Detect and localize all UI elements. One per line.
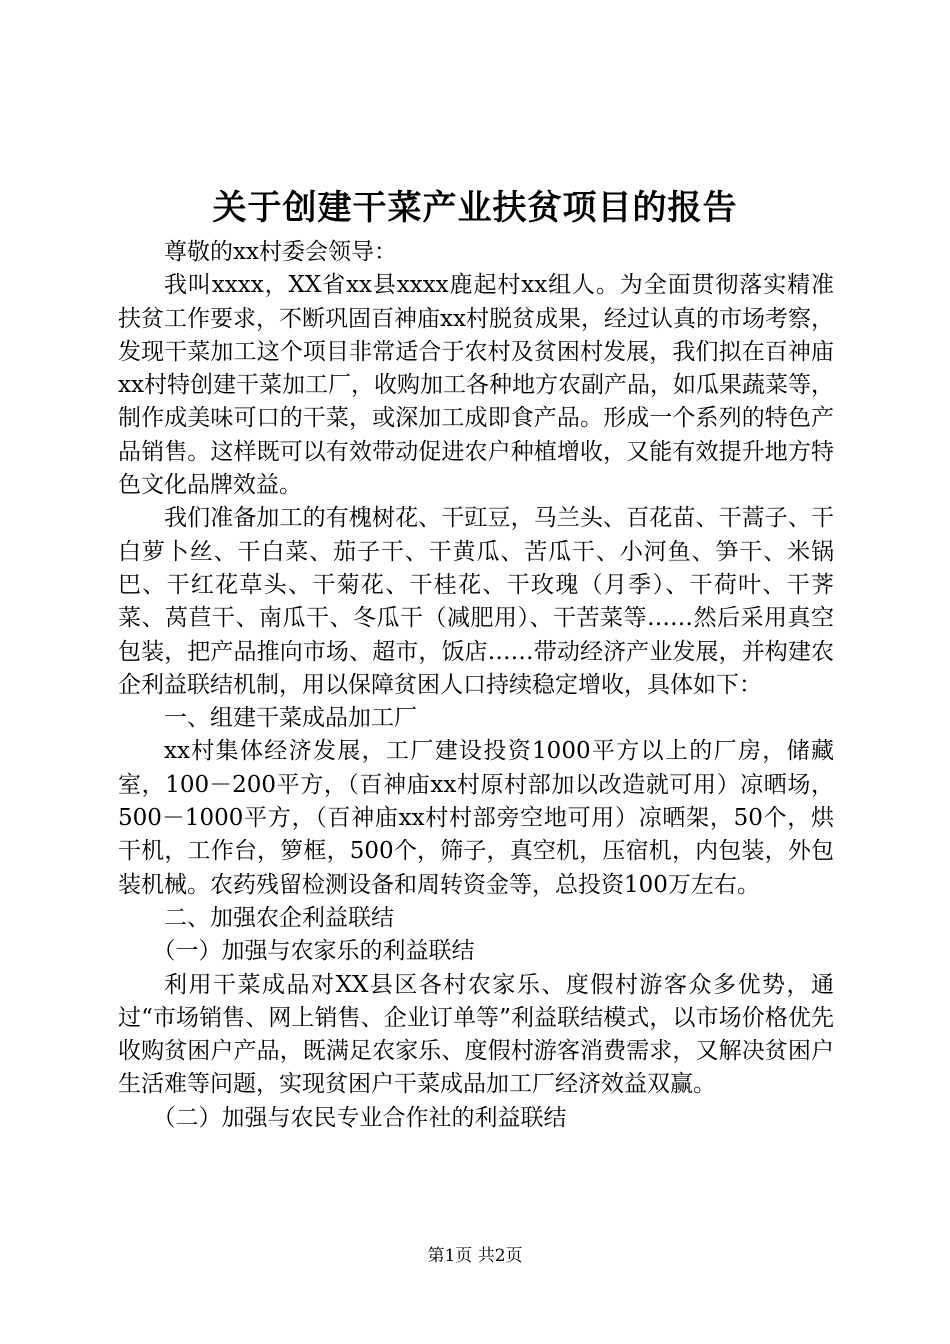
paragraph-investment: xx村集体经济发展，工厂建设投资1000平方以上的厂房，储藏室，100－200平方，（百神庙xx村原村部加以改造就可用）凉晒场，500－1000平方，（百神庙xx村村部旁空地可用）凉晒架，50个，烘干机，工作台，箩框，500个，筛子，真空机，压宿机，内包装，外包装机械。农药残留检测设备和周转资金等，总投资100万左右。: [118, 738, 834, 898]
subsection-heading-2: （二）加强与农民专业合作社的利益联结: [152, 1104, 567, 1131]
page-footer: 第1页 共2页: [427, 1246, 523, 1266]
document-body: [118, 236, 834, 1135]
document-title: 关于创建干菜产业扶贫项目的报告: [212, 188, 738, 228]
paragraph-intro: 我叫xxxx，XX省xx县xxxx鹿起村xx组人。为全面贯彻落实精准扶贫工作要求，不断巩固百神庙xx村脱贫成果，经过认真的市场考察，发现干菜加工这个项目非常适合于农村及贫困村发展，我们拟在百神庙xx村特创建干菜加工厂，收购加工各种地方农副产品，如瓜果蔬菜等，制作成美味可口的干菜，或深加工成即食产品。形成一个系列的特色产品销售。这样既可以有效带动促进农户种植增收，又能有效提升地方特色文化品牌效益。: [118, 272, 834, 499]
section-heading-2: 二、加强农企利益联结: [164, 904, 394, 931]
paragraph-agritourism: 利用干菜成品对XX县区各村农家乐、度假村游客众多优势，通过“市场销售、网上销售、企业订单等”利益联结模式，以市场价格优先收购贫困户产品，既满足农家乐、度假村游客消费需求，又解决贫困户生活难等问题，实现贫困户干菜成品加工厂经济效益双赢。: [118, 971, 834, 1098]
section-heading-1: 一、组建干菜成品加工厂: [164, 705, 417, 732]
paragraph-products: 我们准备加工的有槐树花、干豇豆，马兰头、百花苗、干蒿子、干白萝卜丝、干白菜、茄子干、干黄瓜、苦瓜干、小河鱼、笋干、米锅巴、干红花草头、干菊花、干桂花、干玫瑰（月季）、干荷叶、干荠菜、莴苣干、南瓜干、冬瓜干（减肥用）、干苦菜等……然后采用真空包装，把产品推向市场、超市，饭店……带动经济产业发展，并构建农企利益联结机制，用以保障贫困人口持续稳定增收，具体如下：: [118, 505, 834, 698]
salutation: 尊敬的xx村委会领导：: [164, 239, 397, 265]
subsection-heading-1: （一）加强与农家乐的利益联结: [152, 938, 475, 965]
